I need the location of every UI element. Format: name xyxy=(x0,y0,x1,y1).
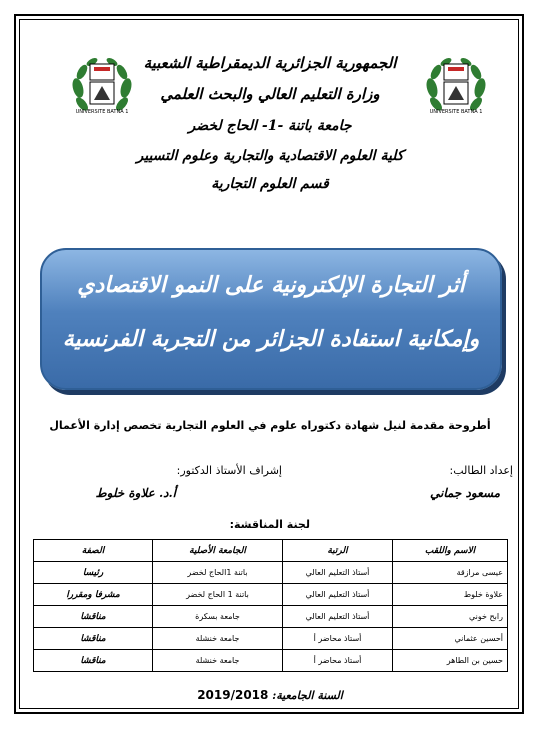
jury-cell-role: رئيسا xyxy=(34,562,153,584)
header-department: قسم العلوم التجارية xyxy=(211,176,329,192)
jury-cell-name: حسين بن الطاهر xyxy=(393,650,508,672)
jury-cell-rank: أستاذ محاضر أ xyxy=(283,650,393,672)
svg-text:UNIVERSITE BATNA 1: UNIVERSITE BATNA 1 xyxy=(75,109,129,115)
jury-cell-role: مناقشا xyxy=(34,628,153,650)
jury-cell-name: عيسى مرازقة xyxy=(393,562,508,584)
thesis-title-line2: وإمكانية استفادة الجزائر من التجربة الفرنسية xyxy=(62,326,480,352)
supervisor-name: أ.د. علاوة خلوط xyxy=(95,486,176,500)
jury-cell-name: رابح خوني xyxy=(393,606,508,628)
jury-cell-university: باتنة 1الحاج لخضر xyxy=(153,562,283,584)
jury-header-university: الجامعة الأصلية xyxy=(153,540,283,562)
jury-cell-rank: أستاذ التعليم العالي xyxy=(283,606,393,628)
academic-year-label: السنة الجامعية: xyxy=(272,689,343,702)
table-row xyxy=(34,650,508,672)
jury-cell-university: جامعة خنشلة xyxy=(153,628,283,650)
jury-cell-role: مشرفا ومقررا xyxy=(34,584,153,606)
jury-cell-university: جامعة بسكرة xyxy=(153,606,283,628)
jury-cell-name: أحسين عثماني xyxy=(393,628,508,650)
thesis-title-line1: أثر التجارة الإلكترونية على النمو الاقتصادي xyxy=(77,272,465,298)
jury-cell-rank: أستاذ التعليم العالي xyxy=(283,562,393,584)
jury-table xyxy=(33,539,508,672)
jury-header-row xyxy=(34,540,508,562)
table-row xyxy=(34,628,508,650)
jury-cell-university: جامعة خنشلة xyxy=(153,650,283,672)
academic-year xyxy=(150,688,390,702)
thesis-title-box xyxy=(40,248,502,390)
jury-header-role: الصفة xyxy=(34,540,153,562)
jury-cell-role: مناقشا xyxy=(34,606,153,628)
jury-cell-rank: أستاذ التعليم العالي xyxy=(283,584,393,606)
university-logo-right xyxy=(420,52,492,122)
table-row xyxy=(34,562,508,584)
jury-header-rank: الرتبة xyxy=(283,540,393,562)
jury-title: لجنة المناقشة: xyxy=(229,518,310,531)
table-row xyxy=(34,584,508,606)
table-row xyxy=(34,606,508,628)
header-ministry: وزارة التعليم العالي والبحث العلمي xyxy=(160,85,380,103)
header-republic: الجمهورية الجزائرية الديمقراطية الشعبية xyxy=(143,54,397,72)
header-university: جامعة باتنة -1- الحاج لخضر xyxy=(188,118,352,134)
academic-year-value: 2019/2018 xyxy=(197,688,269,702)
svg-text:UNIVERSITE BATNA 1: UNIVERSITE BATNA 1 xyxy=(429,109,483,115)
jury-cell-role: مناقشا xyxy=(34,650,153,672)
thesis-subtitle: أطروحة مقدمة لنيل شهادة دكتوراه علوم في العلوم التجارية تخصص إدارة الأعمال xyxy=(49,419,491,432)
jury-cell-rank: أستاذ محاضر أ xyxy=(283,628,393,650)
jury-cell-university: باتنة 1 الحاج لخضر xyxy=(153,584,283,606)
jury-header-name: الاسم واللقب xyxy=(393,540,508,562)
header-faculty: كلية العلوم الاقتصادية والتجارية وعلوم التسيير xyxy=(136,148,404,164)
supervisor-label: إشراف الأستاذ الدكتور: xyxy=(176,464,282,477)
student-label: إعداد الطالب: xyxy=(449,464,513,477)
student-name: مسعود جماني xyxy=(430,486,500,500)
jury-cell-name: علاوة خلوط xyxy=(393,584,508,606)
